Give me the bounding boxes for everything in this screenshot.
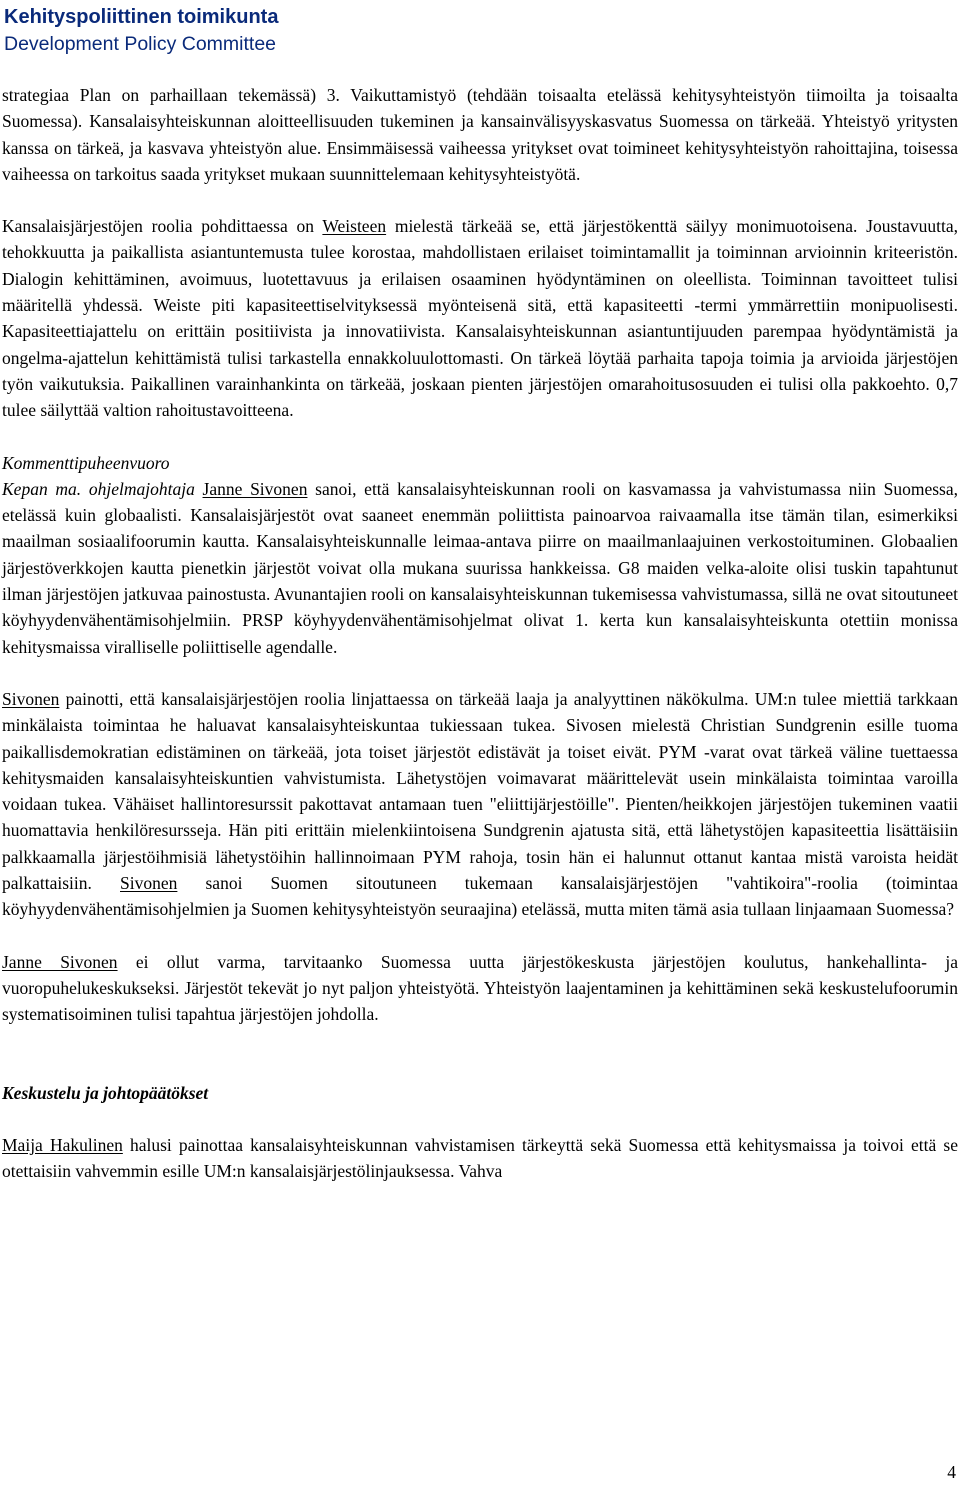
speaker-name: Janne Sivonen [2, 951, 118, 972]
document-header [4, 4, 278, 58]
speaker-name: Maija Hakulinen [2, 1134, 123, 1155]
section-heading-comment: Kommenttipuheenvuoro [2, 452, 170, 473]
paragraph-text: mielestä tärkeää se, että järjestökenttä säilyy monimuotoisena. Joustavuutta, tehokkuutta ja paikallista asiantuntemusta tulee korostaa, mahdollistaen erilaiset toimintamallit ja toiminnan arvioinnin kriteeristön. Dialogin kehittäminen, avoimuus, luotettavuus ja erilaisen osaaminen hyödyntäminen on oleellista. Toiminnan tavoitteet tulisi määritellä yhdessä. Weiste piti kapasiteettiselvityksessä myönteisenä sitä, että kapasiteetti -termi ymmärrettiin monipuolisesti. Kapasiteettiajattelu on erittäin positiivista ja innovatiivista. Kansalaisyhteiskunnan asiantuntijuuden parempaa hyödyntämistä ja ongelma-ajattelun kehittämistä tulisi tarkastella ennakkoluulottomasti. On tärkeä löytää parhaita tapoja toimia ja arvioida järjestöjen työn vaikutuksia. Paikallinen varainhankinta on tärkeää, joskaan pienten järjestöjen omarahoitusosuuden ei tulisi olla pakkoehto. 0,7 tulee säilyttää valtion rahoitustavoitteena. [2, 216, 958, 421]
paragraph-janne-sivonen [2, 949, 958, 1028]
speaker-name: Sivonen [2, 688, 60, 709]
paragraph-comment [2, 450, 958, 660]
paragraph-text: Kansalaisjärjestöjen roolia pohdittaessa on [2, 216, 323, 237]
committee-name-en: Development Policy Committee [4, 33, 277, 55]
paragraph-text: halusi painottaa kansalaisyhteiskunnan vahvistamisen tärkeyttä sekä Suomessa että kehitysmaissa ja toivoi että se otettaisiin vahvemmin esille UM:n kansalaisjärjestölinjauksessa. Vahva [2, 1134, 958, 1182]
speaker-name: Janne Sivonen [202, 478, 308, 499]
page-number: 4 [947, 1462, 956, 1482]
speaker-name: Sivonen [120, 873, 178, 894]
discussion-heading: Keskustelu ja johtopäätökset [2, 1082, 209, 1103]
paragraph-weiste [2, 213, 958, 423]
paragraph-sivonen [2, 686, 958, 923]
paragraph-hakulinen [2, 1132, 958, 1185]
committee-name-fi: Kehityspoliittinen toimikunta [4, 6, 279, 28]
paragraph-text: sanoi Suomen sitoutuneen tukemaan kansalaisjärjestöjen "vahtikoira"-roolia (toimintaa köyhyydenvähentämisohjelmien ja Suomen kehitysyhteistyön seuraajina) etelässä, mutta miten tämä asia tullaan linjaamaan Suomessa? [2, 873, 958, 920]
document-body [2, 82, 958, 1184]
paragraph-text: painotti, että kansalaisjärjestöjen roolia linjattaessa on tärkeää laaja ja analyyttinen näkökulma. UM:n tulee miettiä tarkkaan minkälaista toimintaa he haluavat kansalaisyhteiskuntaa tukiessaan tukea. Sivosen mielestä Christian Sundgrenin esille tuoma paikallisdemokratian edistäminen on tärkeää, jota toiset järjestöt edistävät ja toiset eivät. PYM -varat ovat tärkeä väline tuettaessa kehitysmaiden kansalaisyhteiskuntien vahvistumista. Lähetystöjen voimavarat määrittelevät usein minkälaista toimintaa varoilla voidaan tukea. Vähäiset hallintoresurssit pakottavat antamaan tuen "eliittijärjestöille". Pienten/heikkojen järjestöjen tukeminen vaatii huomattavia henkilöresursseja. Hän piti erittäin mielenkiintoisena Sundgrenin ajatusta sitä, että lähetystöjen kapasiteettia lisättäisiin palkkaamalla järjestöihmisiä lähetystöihin hallinnoimaan PYM rahoja, tosin hän ei halunnut ottanut kantaa mistä varoista heidät palkattaisiin. [2, 688, 958, 894]
speaker-title: Kepan ma. ohjelmajohtaja [2, 478, 195, 499]
paragraph-text: ei ollut varma, tarvitaanko Suomessa uutta järjestökeskusta järjestöjen koulutus, hankehallinta- ja vuoropuhelukeskukseksi. Järjestöt tekevät jo nyt paljon yhteistyötä. Yhteistyön laajentaminen ja kehittäminen sekä keskustelufoorumin systematisoiminen tulisi tapahtua järjestöjen johdolla. [2, 951, 958, 1025]
paragraph-text: sanoi, että kansalaisyhteiskunnan rooli on kasvamassa ja vahvistumassa niin Suomessa, etelässä kuin globaalisti. Kansalaisjärjestöt ovat saaneet enemmän poliittista painoarvoa raivaamalla itse tämän tilan, esimerkiksi maailman sosiaalifoorumin kautta. Kansalaisyhteiskunnalle leimaa-antava piirre on maailmanlaajuinen verkostoituminen. Globaalien järjestöverkkojen kautta pienetkin järjestöt voivat olla mukana suurissa hankkeissa. G8 maiden velka-aloite olisi tuskin tapahtunut ilman järjestöjen jatkuvaa painostusta. Avunantajien rooli on kansalaisyhteiskunnan tukemisessa vahvistumassa, sillä ne ovat sitoutuneet köyhyydenvähentämisohjelmiin. PRSP köyhyydenvähentämisohjelmat olivat 1. kerta kun kansalaisyhteiskunta otettiin monissa kehitysmaissa viralliselle poliittiselle agendalle. [2, 478, 958, 657]
paragraph-strategy: strategiaa Plan on parhaillaan tekemässä) 3. Vaikuttamistyö (tehdään toisaalta etelässä kehitysyhteistyön tiimoilta ja toisaalta Suomessa). Kansalaisyhteiskunnan aloitteellisuuden tukeminen ja kansainvälisyyskasvatus Suomessa on tärkeää. Yhteistyö yritysten kanssa on tärkeä, ja kasvava yhteistyön alue. Ensimmäisessä vaiheessa yritykset ovat toimineet kehitysyhteistyön rahoittajina, toisessa vaiheessa on tarkoitus saada yritykset mukaan suunnittelemaan kehitysyhteistyötä. [2, 85, 958, 184]
section-heading-discussion [2, 1080, 958, 1106]
speaker-name: Weisteen [322, 216, 387, 237]
